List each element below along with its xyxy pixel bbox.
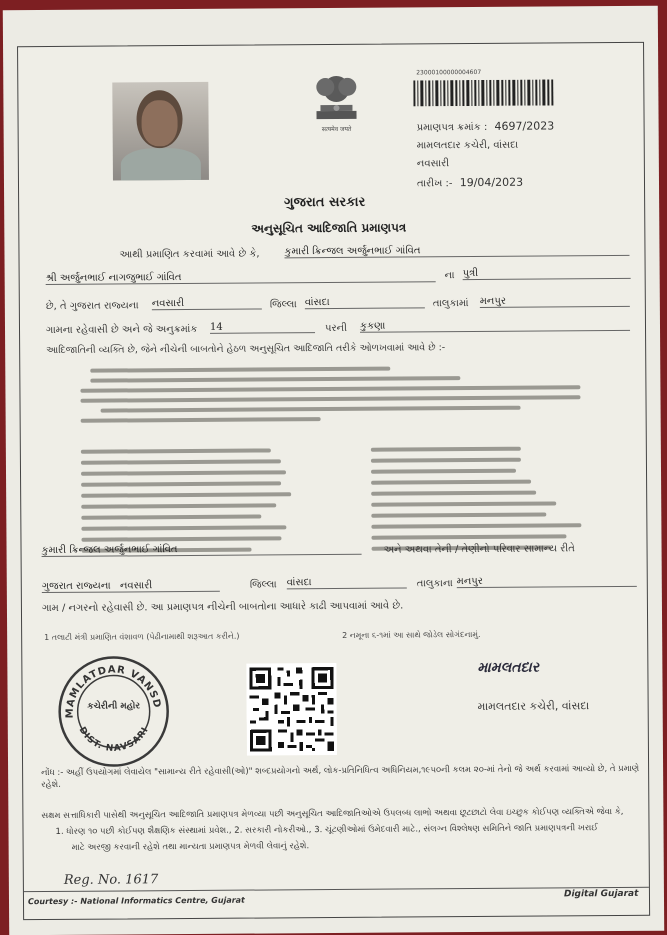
residence-taluka: મનપુર [457,575,637,588]
qr-code-icon [246,663,337,756]
residence-taluka-label: તાલુકાના [416,578,453,590]
government-title: ગુજરાત સરકાર [284,194,366,211]
applicant-name: કુમારી ક્રિન્જલ અર્જુનભાઈ ગાંવિત [284,244,629,258]
issuing-district: નવસારી [416,158,450,170]
residence-footer-line: ગામ / નગરનો રહેવાસી છે. આ પ્રમાણપત્ર નીચેની બાબતોના આધારે કાઢી આપવામાં આવે છે. [41,600,404,615]
basis-item-2: 2 નમૂના ૬-૧માં આ સાથે જોડેલ સોગંદનામું. [342,629,481,640]
residence-state-prefix: ગુજરાત રાજ્યના [41,580,111,593]
courtesy-text: Courtesy :- National Informatics Centre, Gujarat [27,895,245,907]
scheduled-orders-block [80,361,590,423]
taluka-label: તાલુકામાં [432,298,469,310]
emblem-caption: सत्यमेव जयते [321,125,352,134]
residence-state [42,580,220,593]
village-value: નવસારી [152,297,262,310]
district-label: જિલ્લા [269,299,297,311]
cert-no: 4697/2023 [494,119,555,133]
residence-district-label: જિલ્લા [249,579,277,591]
signatory-designation: મામલતદાર કચેરી, વાંસદા [477,699,590,713]
state-prefix: છે, તે ગુજરાત રાજ્યના [45,300,139,313]
orders-list-right [371,441,612,551]
taluka-value: મનપુર [480,295,630,308]
barcode-number: 23000100000004607 [416,68,482,77]
note-4: માટે અરજી કરવાની રહેશે તથા માન્યતા પ્રમાણપત્ર મેળવી લેવાનું રહેશે. [71,841,310,853]
father-name: શ્રી અર્જુનભાઈ નાગજુભાઈ ગાંવિત [46,270,436,285]
caste-value: કુકણા [360,319,630,333]
barcode-icon [413,79,553,106]
signature: મામલતદાર [477,659,539,677]
date-label: તારીખ :- [416,178,453,190]
certificate-border [17,42,650,920]
stamp-bottom-text: DIST. NAVSARI [76,725,152,755]
note-2: સક્ષમ સત્તાધિકારી પાસેથી અનુસૂચિત આદિજાતિ પ્રમાણપત્ર મેળવ્યા પછી અનુસૂચિત આદિજાતિઓએ ઉપલબ્ધ લાભો અથવા છૂટછાટો લેવા ઇચ્છુક કોઈપણ વ્યક્તિએ જેવા કે, [41,806,624,822]
recognized-text: આદિજાતિની વ્યક્તિ છે, જેને નીચેની બાબતોને હેઠળ અનુસૂચિત આદિજાતિ તરીકે ઓળખવામાં આવે છે :- [46,342,446,357]
residence-district: વાંસદા [287,576,407,589]
basis-item-1: 1 તલાટી મંત્રી પ્રમાણિત વંશાવળ (પેઢીનામાથી શરૂઆત કરીને.) [44,631,240,643]
issuing-office: મામલતદાર કચેરી, વાંસદા [416,139,519,152]
resident-name: કુમારી ક્રિન્જલ અર્જુનભાઈ ગાંવિત [42,543,362,557]
family-text: અને અથવા તેની / તેણીનો પરિવાર સામાન્ય રીતે [383,543,575,556]
serial-label: ગામના રહેવાસી છે અને જે અનુક્રમાંક [45,323,198,337]
issue-date: 19/04/2023 [459,175,524,190]
certificate-title: અનુસૂચિત આદિજાતિ પ્રમાણપત્ર [251,220,407,236]
residence-village: નવસારી [119,580,153,592]
national-emblem-icon [308,67,364,134]
relation-label: ના [444,270,455,282]
footer-divider [24,887,649,892]
applicant-photo [112,82,209,181]
district-value: વાંસદા [305,296,425,309]
svg-text:DIST. NAVSARI [77,725,152,754]
mamlatdar-stamp [54,651,173,770]
caste-label: પરની [324,322,348,335]
stamp-top-text: MAMLATDAR VANSDA [64,664,163,719]
stamp-center-text: કચેરીની મહોર [87,701,141,712]
note-1: નોંધ :- અહીં ઉપયોગમાં લેવાયેલ "સામાન્ય રીતે રહેવાસી(ઓ)" શબ્દપ્રયોગનો અર્થ, લોક-પ્રતિનિધિત્વ અધિનિયમ,૧૯૫૦ની કલમ ૨૦-માં તેનો જે અર્થ કરવામાં આવ્યો છે, તે પ્રમાણે રહેશે. [41,763,640,791]
orders-list-left [81,443,322,553]
registration-number: Reg. No. 1617 [63,872,159,888]
note-3: 1. ધોરણ ૧૦ પછી કોઈપણ શૈક્ષણિક સંસ્થામાં પ્રવેશ., 2. સરકારી નોકરીઓ., 3. ચૂંટણીઓમાં ઉમેદવારી માટે., સંલગ્ન વિશ્લેષણ સમિતિને જાતિ પ્રમાણપત્રની ખરાઈ [55,823,598,837]
certify-prefix: આથી પ્રમાણિત કરવામાં આવે છે કે, [119,248,260,261]
relation-value: પુત્રી [463,267,631,280]
cert-no-label: પ્રમાણપત્ર ક્રમાંક : [416,121,488,134]
certificate-sheet [3,6,664,935]
serial-value: 14 [210,321,315,334]
digital-gujarat-logo: Digital Gujarat [563,888,639,900]
